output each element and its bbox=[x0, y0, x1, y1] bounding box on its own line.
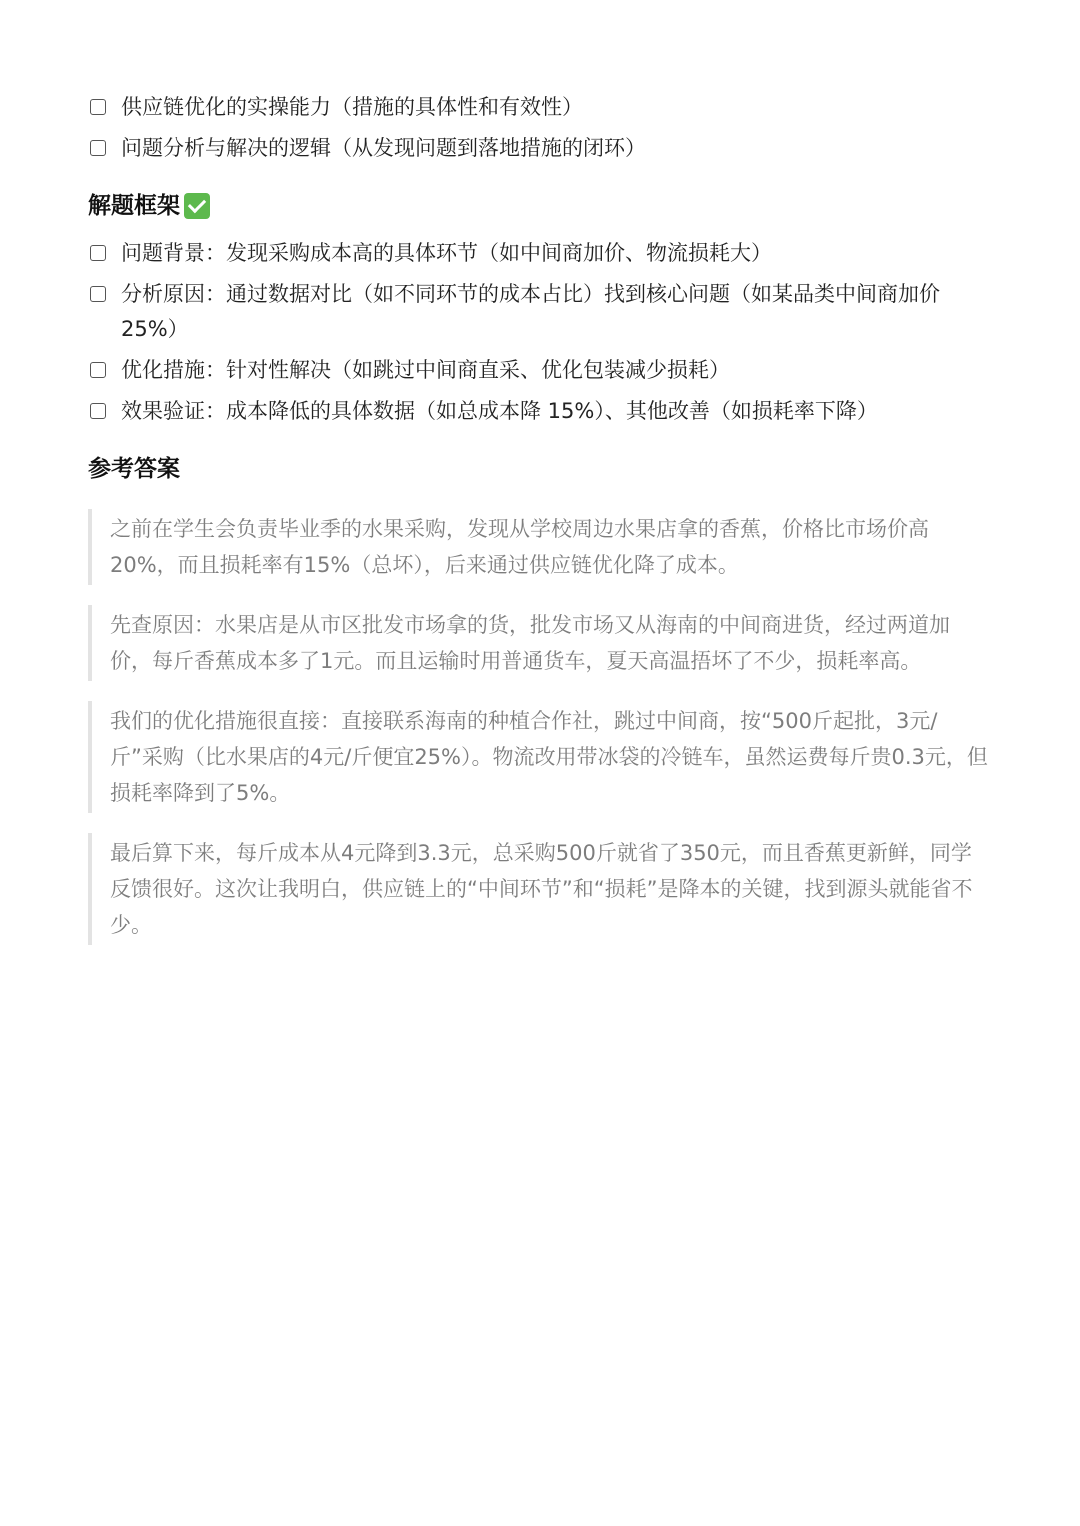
answer-paragraph: 我们的优化措施很直接：直接联系海南的种植合作社，跳过中间商，按“500斤起批，3元/斤”采购（比水果店的4元/斤便宜25%）。物流改用带冰袋的冷链车，虽然运费每斤贵0.3元，但损耗率降到了5%。 bbox=[88, 701, 988, 813]
list-item bbox=[88, 353, 988, 388]
answer-paragraph: 先查原因：水果店是从市区批发市场拿的货，批发市场又从海南的中间商进货，经过两道加价，每斤香蕉成本多了1元。而且运输时用普通货车，夏天高温捂坏了不少，损耗率高。 bbox=[88, 605, 988, 681]
list-item bbox=[88, 394, 988, 429]
framework-title: 解题框架 bbox=[88, 193, 180, 219]
answer-paragraph: 之前在学生会负责毕业季的水果采购，发现从学校周边水果店拿的香蕉，价格比市场价高20%，而且损耗率有15%（总坏），后来通过供应链优化降了成本。 bbox=[88, 509, 988, 585]
checklist-item-text: 问题分析与解决的逻辑（从发现问题到落地措施的闭环） bbox=[121, 136, 646, 160]
checkbox[interactable] bbox=[90, 403, 106, 419]
checklist-item-text: 优化措施：针对性解决（如跳过中间商直采、优化包装减少损耗） bbox=[121, 358, 730, 382]
list-item bbox=[88, 277, 988, 347]
checkbox[interactable] bbox=[90, 286, 106, 302]
list-item bbox=[88, 236, 988, 271]
checkbox[interactable] bbox=[90, 140, 106, 156]
checklist-top bbox=[88, 90, 988, 166]
checklist-item-text: 问题背景：发现采购成本高的具体环节（如中间商加价、物流损耗大） bbox=[121, 241, 772, 265]
checkbox[interactable] bbox=[90, 99, 106, 115]
list-item bbox=[88, 90, 988, 125]
framework-heading bbox=[88, 186, 988, 226]
answer-paragraph: 最后算下来，每斤成本从4元降到3.3元，总采购500斤就省了350元，而且香蕉更新鲜，同学反馈很好。这次让我明白，供应链上的“中间环节”和“损耗”是降本的关键，找到源头就能省不少。 bbox=[88, 833, 988, 945]
checkbox[interactable] bbox=[90, 245, 106, 261]
checklist-item-text: 效果验证：成本降低的具体数据（如总成本降 15%）、其他改善（如损耗率下降） bbox=[121, 399, 878, 423]
list-item bbox=[88, 131, 988, 166]
checkbox[interactable] bbox=[90, 362, 106, 378]
document-page bbox=[88, 90, 988, 965]
framework-checklist bbox=[88, 236, 988, 429]
answer-heading: 参考答案 bbox=[88, 456, 180, 482]
check-mark-icon bbox=[184, 193, 210, 219]
checklist-item-text: 供应链优化的实操能力（措施的具体性和有效性） bbox=[121, 95, 583, 119]
checklist-item-text: 分析原因：通过数据对比（如不同环节的成本占比）找到核心问题（如某品类中间商加价25%） bbox=[121, 282, 940, 341]
